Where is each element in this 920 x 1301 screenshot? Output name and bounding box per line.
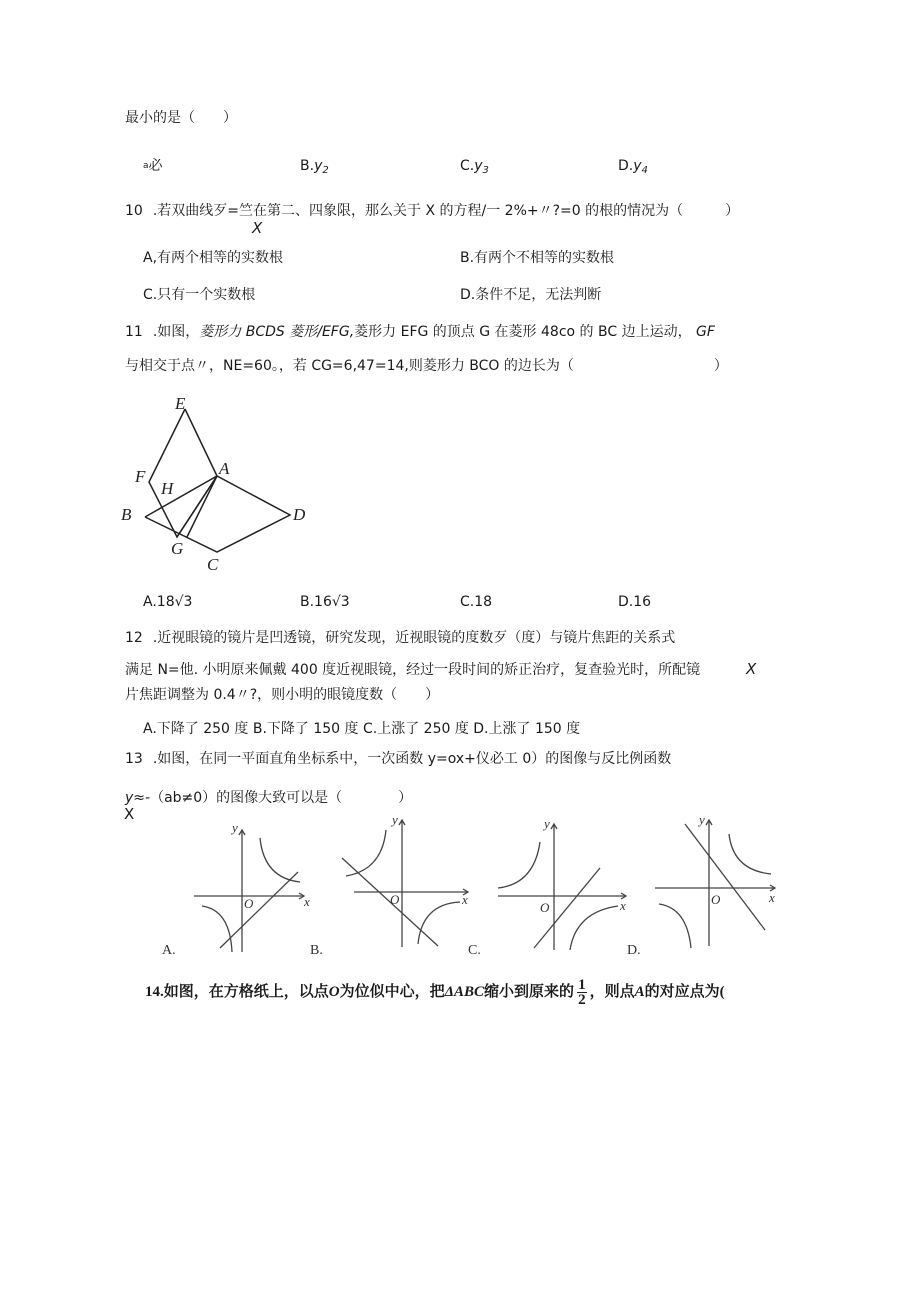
q14-fraction: $\frac{1}{2}$	[578, 977, 586, 1008]
line-graph	[220, 872, 298, 948]
q10-stem: 10 .若双曲线歹=竺在第二、四象限，那么关于 X 的方程/一 2%+〃?=0 的根的情况为（ ）	[125, 203, 740, 219]
axis-x-label: x	[769, 890, 775, 905]
hyperbola-q1	[729, 834, 771, 874]
origin-label: O	[390, 892, 400, 907]
label-e: E	[175, 394, 186, 413]
axis-x-label: x	[620, 898, 626, 913]
q10-option-d: D.条件不足，无法判断	[460, 287, 602, 303]
hyperbola-q2	[498, 842, 540, 888]
q9-option-b: $B.y_2$	[300, 158, 329, 176]
label-b: B	[121, 505, 132, 524]
axis-y-label: y	[699, 812, 705, 827]
q9-stem-tail: 最小的是（ ）	[125, 110, 237, 126]
axis-y-label: y	[544, 816, 550, 831]
q12-stem-line3: 片焦距调整为 0.4〃?，则小明的眼镜度数（ ）	[125, 687, 440, 703]
q12-options: A.下降了 250 度 B.下降了 150 度 C.上涨了 250 度 D.上涨了 150 度	[143, 721, 581, 737]
q9-option-a: a必	[143, 158, 163, 174]
q10-number: 10	[125, 203, 143, 219]
q11-option-c: C.18	[460, 594, 493, 610]
graph-d-label: D.	[627, 943, 641, 958]
q12-mark: X	[746, 660, 757, 678]
q11-option-b: B.16√3	[300, 594, 350, 610]
q13-graph-d	[625, 812, 780, 958]
q12-number: 12	[125, 630, 143, 646]
graph-c-label: C.	[468, 943, 481, 958]
label-d: D	[293, 505, 306, 524]
label-f: F	[135, 467, 146, 486]
q11-stem-line1: 11 .如图，菱形力 BCDS 菱形/EFG,菱形力 EFG 的顶点 G 在菱形 48co 的 BC 边上运动， GF	[125, 324, 715, 340]
q13-stem-line1: 13 .如图，在同一平面直角坐标系中，一次函数 y=ox+仪必工 0）的图像与反比例函数	[125, 751, 672, 767]
origin-label: O	[540, 900, 550, 915]
q11-option-a: A.18√3	[143, 594, 193, 610]
q13-graph-a	[160, 818, 320, 958]
label-h: H	[161, 479, 174, 498]
line-graph	[685, 824, 765, 930]
q13-graph-c	[466, 816, 636, 958]
q11-number: 11	[125, 324, 143, 340]
label-a: A	[219, 459, 230, 478]
q10-fraction-mark: X	[252, 219, 263, 237]
q12-stem-line2: 满足 N=他. 小明原来佩戴 400 度近视眼镜，经过一段时间的矫正治疗，复查验光时，所配镜	[125, 662, 701, 678]
hyperbola-q3	[202, 906, 232, 952]
hyperbola-q4	[570, 906, 618, 950]
hyperbola-q2	[346, 830, 386, 876]
q11-rhombus-figure	[115, 392, 320, 577]
axis-x-label: x	[304, 894, 310, 909]
q13-graph-b	[310, 812, 475, 957]
label-c: C	[207, 555, 219, 574]
q11-option-d: D.16	[618, 594, 652, 610]
hyperbola-q4	[418, 902, 460, 944]
diagonal-ga	[177, 476, 217, 537]
q10-option-c: C.只有一个实数根	[143, 287, 256, 303]
q10-option-a: A,有两个相等的实数根	[143, 250, 284, 266]
q13-number: 13	[125, 751, 143, 767]
axis-x-label: x	[462, 892, 468, 907]
rhombus-aefg	[149, 409, 217, 537]
origin-label: O	[244, 896, 254, 911]
q10-option-b: B.有两个不相等的实数根	[460, 250, 615, 266]
label-g: G	[171, 539, 184, 558]
q12-stem-line1: 12 .近视眼镜的镜片是凹透镜，研究发现，近视眼镜的度数歹（度）与镜片焦距的关系式	[125, 630, 676, 646]
q13-stem-line2: y≈-（ab≠0）的图像大致可以是（ ）	[125, 790, 413, 806]
origin-label: O	[711, 892, 721, 907]
axis-y-label: y	[232, 820, 238, 835]
hyperbola-q3	[659, 904, 691, 948]
graph-a-label: A.	[162, 943, 176, 958]
q13-fraction-mark: X	[124, 805, 135, 823]
axis-y-label: y	[392, 812, 398, 827]
q14-stem: 14.如图，在方格纸上，以点O为位似中心，把ΔABC缩小到原来的 $\frac{1}{2}$ ，则点A的对应点为(	[145, 977, 725, 1008]
q9-option-c: $C.y_3$	[460, 158, 489, 176]
q9-option-d: $D.y_4$	[618, 158, 648, 176]
q11-stem-line2: 与相交于点〃，NE=60。，若 CG=6,47=14,则菱形力 BCO 的边长为（ ）	[125, 358, 728, 374]
graph-b-label: B.	[310, 943, 323, 957]
